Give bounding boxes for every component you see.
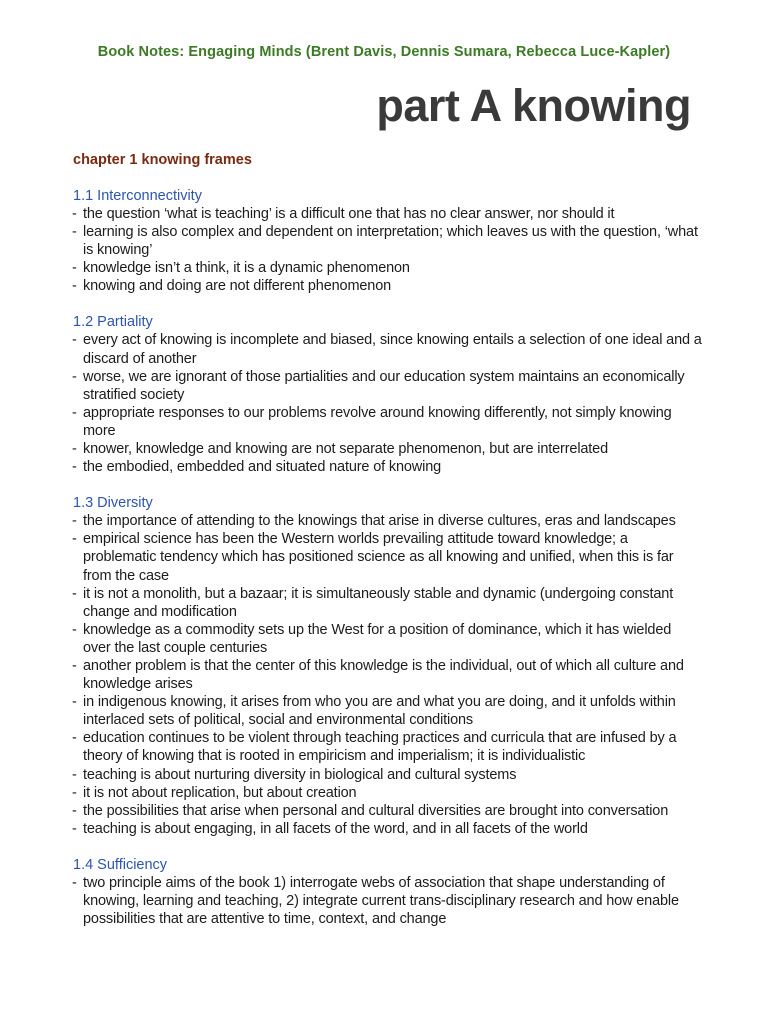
chapter-title: chapter 1 knowing frames <box>73 152 252 168</box>
bullet-item: - knowledge as a commodity sets up the West for a position of dominance, which it has wielded over the last couple centuries <box>72 621 672 656</box>
bullet-item: - the possibilities that arise when personal and cultural diversities are brought into conversation <box>72 802 669 819</box>
section-title: 1.1 Interconnectivity <box>73 188 202 204</box>
bullet-item: - the importance of attending to the knowings that arise in diverse cultures, eras and landscapes <box>72 513 676 530</box>
bullet-item: - another problem is that the center of this knowledge is the individual, out of which all culture and knowledge arises <box>72 657 684 693</box>
bullet-item: - empirical science has been the Western worlds prevailing attitude toward knowledge; a problematic tendency which has positioned science as all knowing and unified, when this is far from the case <box>72 531 674 584</box>
bullet-item: - worse, we are ignorant of those partialities and our education system maintains an economically stratified society <box>72 368 685 403</box>
bullet-list <box>72 205 702 295</box>
bullet-item: - every act of knowing is incomplete and biased, since knowing entails a selection of one ideal and a discard of another <box>72 332 702 367</box>
bullet-item: - in indigenous knowing, it arises from who you are and what you are doing, and it unfolds within interlaced sets of political, social and environmental conditions <box>72 694 676 729</box>
bullet-item: - two principle aims of the book 1) interrogate webs of association that shape understanding of knowing, learning and teaching, 2) integrate current trans-disciplinary research and how enable possibilities that are attentive to time, context, and change <box>72 874 679 928</box>
bullet-item: - the embodied, embedded and situated nature of knowing <box>72 459 442 476</box>
bullet-item: - learning is also complex and dependent on interpretation; which leaves us with the question, ‘what is knowing’ <box>72 224 698 259</box>
bullet-list <box>72 512 702 838</box>
bullet-list <box>72 331 702 476</box>
part-title: part A knowing <box>376 80 691 131</box>
bullet-list <box>72 874 702 928</box>
bullet-item: - it is not about replication, but about creation <box>72 784 357 801</box>
bullet-item: - knower, knowledge and knowing are not separate phenomenon, but are interrelated <box>72 441 609 458</box>
section-diversity <box>72 494 702 838</box>
section-title: 1.2 Partiality <box>73 314 153 331</box>
bullet-item: - it is not a monolith, but a bazaar; it is simultaneously stable and dynamic (undergoing constant change and modification <box>72 585 674 620</box>
document-header: Book Notes: Engaging Minds (Brent Davis, Dennis Sumara, Rebecca Luce-Kapler) <box>97 44 671 60</box>
notes-content <box>72 187 702 946</box>
bullet-item: - teaching is about nurturing diversity in biological and cultural systems <box>72 766 517 783</box>
section-partiality <box>72 313 702 476</box>
bullet-item: - appropriate responses to our problems revolve around knowing differently, not simply knowing more <box>72 404 672 439</box>
bullet-item: - knowledge isn’t a think, it is a dynamic phenomenon <box>72 260 410 277</box>
bullet-item: - knowing and doing are not different phenomenon <box>72 278 392 295</box>
bullet-item: - teaching is about engaging, in all facets of the word, and in all facets of the world <box>72 820 588 837</box>
bullet-item: - the question ‘what is teaching’ is a difficult one that has no clear answer, nor should it <box>72 206 615 222</box>
section-interconnectivity <box>72 187 702 295</box>
bullet-item: - education continues to be violent through teaching practices and curricula that are infused by a theory of knowing that is rooted in empiricism and imperialism; it is individualistic <box>72 730 677 765</box>
section-sufficiency <box>72 856 702 928</box>
section-title: 1.3 Diversity <box>73 495 153 512</box>
section-title: 1.4 Sufficiency <box>73 856 168 873</box>
